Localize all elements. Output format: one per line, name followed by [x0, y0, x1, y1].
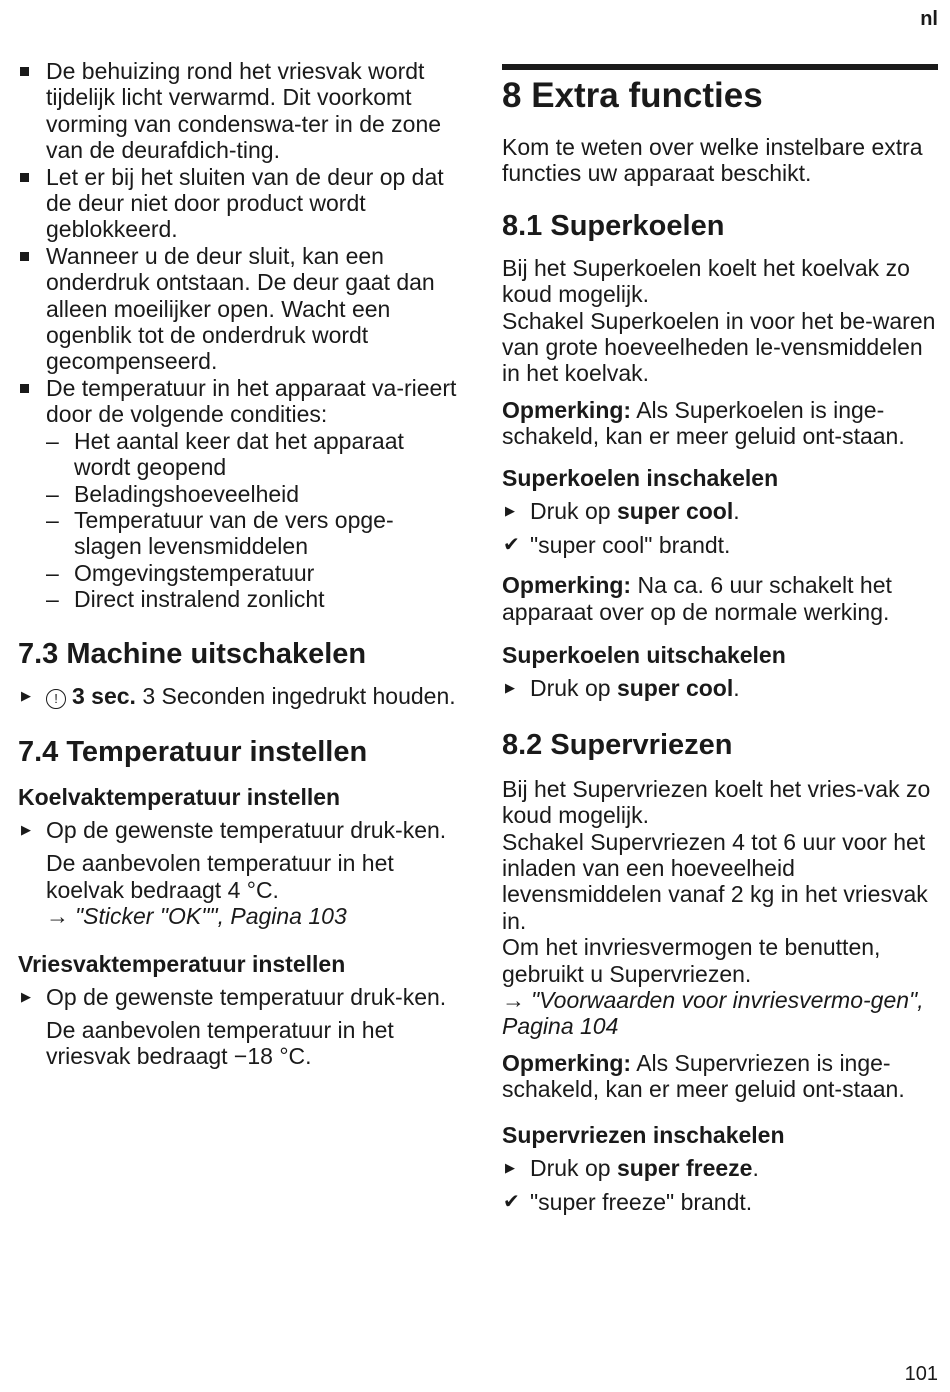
left-column: [18, 58, 458, 1070]
bullet-square-icon: [20, 173, 29, 182]
bullet-item: [18, 243, 458, 375]
step-text: Druk op: [530, 497, 617, 524]
cross-reference-text: "Voorwaarden voor invriesvermo-gen", Pagina 104: [502, 986, 924, 1040]
step-triangle-icon: ▶: [21, 988, 31, 1004]
result-text: "super cool" brandt.: [530, 532, 731, 559]
step-triangle-icon: ▶: [505, 502, 515, 518]
section-7-4-title: 7.4 Temperatuur instellen: [18, 735, 368, 768]
dash-icon: –: [46, 586, 59, 613]
bullet-square-icon: [20, 384, 29, 393]
paragraph: Schakel Superkoelen in voor het be-waren van grote hoeveelheden le-vensmiddelen in het koelvak.: [502, 307, 936, 387]
note-text: Als Superkoelen is inge-schakeld, kan er meer geluid ont-staan.: [502, 396, 905, 450]
result-item: [502, 1189, 938, 1215]
dash-icon: –: [46, 559, 59, 586]
dash-icon: –: [46, 427, 59, 454]
paragraph: Om het invriesvermogen te benutten, gebruikt u Supervriezen.: [502, 934, 881, 987]
dash-item: [18, 428, 458, 481]
step-item: [18, 683, 458, 709]
dash-text: Omgevingstemperatuur: [74, 559, 315, 586]
step-triangle-icon: ▶: [505, 680, 515, 696]
bullet-item: [18, 164, 458, 243]
bullet-text: De temperatuur in het apparaat va-rieert door de volgende condities:: [46, 374, 457, 428]
step-text: .: [733, 675, 740, 702]
dash-text: Temperatuur van de vers opge-slagen levensmiddelen: [74, 506, 394, 560]
result-text: De aanbevolen temperatuur in het koelvak bedraagt 4 °C.: [46, 850, 394, 903]
dash-icon: –: [46, 480, 59, 507]
step-key: super cool: [616, 497, 734, 524]
subheading-supervriezen-on: Supervriezen inschakelen: [502, 1121, 785, 1148]
step-item: [18, 984, 458, 1010]
subheading-koelvak: Koelvaktemperatuur instellen: [18, 783, 341, 810]
step-key: 3 sec.: [72, 682, 136, 709]
bullet-text: De behuizing rond het vriesvak wordt tijdelijk licht verwarmd. Dit voorkomt vorming van condenswa-ter in de zone van de deurafdich-ting.: [46, 58, 442, 164]
step-triangle-icon: ▶: [21, 687, 31, 703]
note-text: Als Supervriezen is inge-schakeld, kan er meer geluid ont-staan.: [502, 1049, 905, 1103]
bullet-text: Let er bij het sluiten van de deur op dat de deur niet door product wordt geblokkeerd.: [46, 163, 444, 243]
paragraph: Bij het Superkoelen koelt het koelvak zo koud mogelijk.: [502, 254, 910, 308]
language-tag: nl: [920, 8, 938, 30]
checkmark-icon: ✔: [503, 1190, 520, 1213]
result-text: "super freeze" brandt.: [530, 1188, 753, 1215]
arrow-right-icon: →: [46, 903, 69, 930]
step-triangle-icon: ▶: [21, 821, 31, 837]
bullet-square-icon: [20, 252, 29, 261]
note: [502, 397, 938, 450]
step-triangle-icon: ▶: [505, 1159, 515, 1175]
cross-reference-link[interactable]: [18, 903, 458, 929]
note-label: Opmerking:: [502, 572, 632, 599]
arrow-right-icon: →: [502, 986, 525, 1013]
bullet-item: [18, 375, 458, 428]
section-8-2-title: 8.2 Supervriezen: [502, 728, 733, 761]
dash-item: [18, 586, 458, 612]
dash-icon: –: [46, 506, 59, 533]
note-label: Opmerking:: [502, 1049, 632, 1076]
paragraph: Schakel Supervriezen 4 tot 6 uur voor het inladen van een hoeveelheid levensmiddelen vanaf 2 kg in het vriesvak in.: [502, 828, 928, 934]
chapter-intro: Kom te weten over welke instelbare extra functies uw apparaat beschikt.: [502, 134, 923, 187]
chapter-rule: [502, 64, 938, 70]
note-text: Na ca. 6 uur schakelt het apparaat over op de normale werking.: [502, 572, 892, 625]
subheading-superkoelen-on: Superkoelen inschakelen: [502, 464, 779, 491]
result-item: [502, 532, 938, 558]
checkmark-icon: ✔: [503, 534, 520, 557]
step-text: 3 Seconden ingedrukt houden.: [135, 682, 456, 709]
section-8-1-title: 8.1 Superkoelen: [502, 209, 725, 242]
dash-text: Direct instralend zonlicht: [74, 586, 325, 613]
step-item: [502, 1155, 938, 1181]
paragraph: Bij het Supervriezen koelt het vries-vak zo koud mogelijk.: [502, 775, 931, 829]
right-column: [502, 64, 938, 1215]
chapter-8-title: 8 Extra functies: [502, 76, 763, 115]
note: [502, 1050, 938, 1103]
step-key: super cool: [616, 675, 734, 702]
result-text: De aanbevolen temperatuur in het vriesvak bedraagt −18 °C.: [46, 1016, 394, 1070]
step-text: .: [752, 1154, 759, 1181]
step-text: Druk op: [530, 675, 617, 702]
subheading-vriesvak: Vriesvaktemperatuur instellen: [18, 950, 346, 977]
step-text: Op de gewenste temperatuur druk-ken.: [46, 816, 447, 843]
step-text: Op de gewenste temperatuur druk-ken.: [46, 983, 447, 1010]
bullet-square-icon: [20, 67, 29, 76]
dash-text: Het aantal keer dat het apparaat wordt geopend: [74, 427, 404, 481]
cross-reference-link[interactable]: [502, 987, 938, 1040]
dash-item: [18, 507, 458, 560]
dash-item: [18, 481, 458, 507]
step-item: [502, 675, 938, 701]
page-number: 101: [904, 1363, 938, 1385]
section-7-3-title: 7.3 Machine uitschakelen: [18, 637, 367, 670]
note: [502, 572, 938, 625]
bullet-item: [18, 58, 458, 164]
step-text: Druk op: [530, 1154, 617, 1181]
step-item: [18, 817, 458, 843]
step-text: .: [733, 497, 740, 524]
bullet-text: Wanneer u de deur sluit, kan een onderdruk ontstaan. De deur gaat dan alleen moeilijker open. Wacht een ogenblik tot de onderdruk wordt gecompenseerd.: [46, 242, 435, 375]
cross-reference-text: "Sticker "OK"", Pagina 103: [75, 903, 347, 930]
step-key: super freeze: [616, 1154, 753, 1181]
dash-item: [18, 560, 458, 586]
subheading-superkoelen-off: Superkoelen uitschakelen: [502, 642, 786, 669]
step-item: [502, 498, 938, 524]
note-label: Opmerking:: [502, 396, 632, 423]
power-icon: !: [46, 689, 66, 709]
dash-text: Beladingshoeveelheid: [74, 480, 300, 507]
